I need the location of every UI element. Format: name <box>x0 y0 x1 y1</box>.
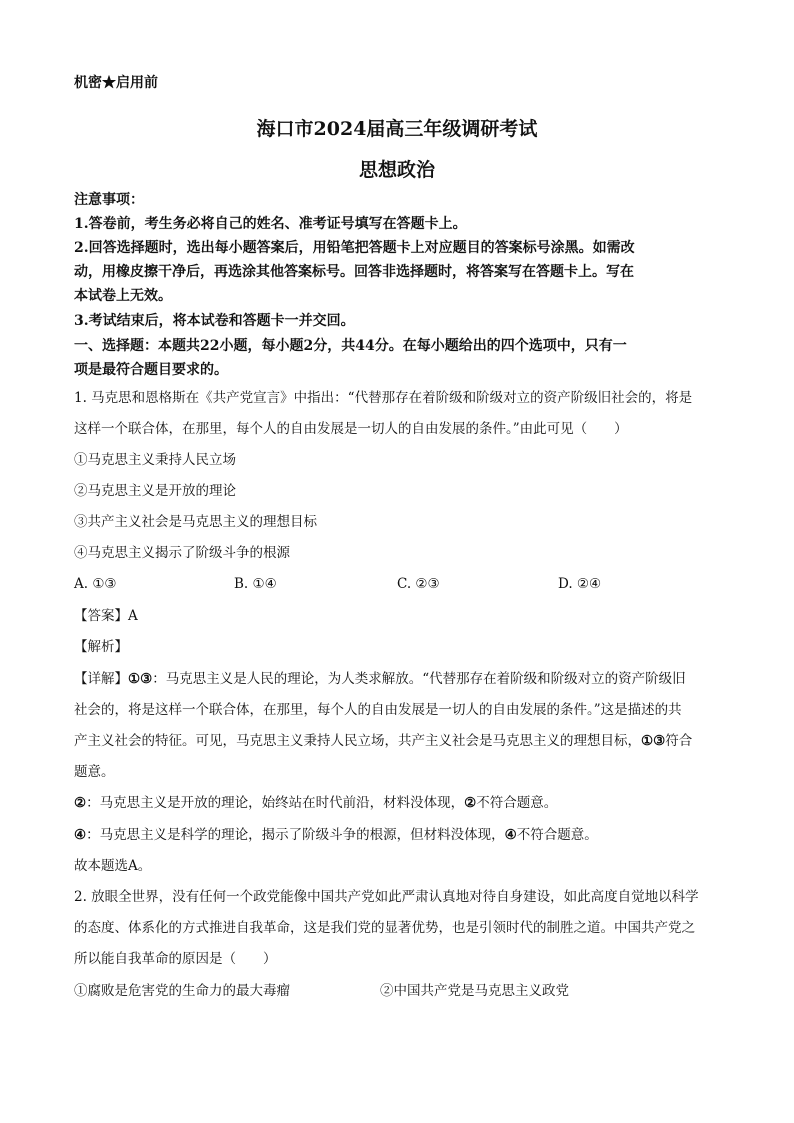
option-a: A. ①③ <box>74 576 117 592</box>
option-marker: ①③ <box>641 733 666 749</box>
option-marker: ④ <box>74 827 87 843</box>
question-stem: 这样一个联合体，在那里，每个人的自由发展是一切人的自由发展的条件。”由此可见（ ） <box>74 421 628 437</box>
question-stem: 所以能自我革命的原因是（ ） <box>74 951 277 967</box>
detail-label: 【详解】 <box>74 671 128 687</box>
detail-text: 不符合题意。 <box>516 827 598 843</box>
question-stem: 1. 马克思和恩格斯在《共产党宣言》中指出：“代替那存在着阶级和阶级对立的资产阶级旧社会的，将是 <box>74 390 693 406</box>
secret-label: 机密★启用前 <box>74 75 158 91</box>
detail-line: 题意。 <box>74 764 115 780</box>
detail-text: ：马克思主义是开放的理论，始终站在时代前沿，材料没体现， <box>86 795 465 811</box>
section-heading: 一、选择题：本题共22小题，每小题2分，共44分。在每小题给出的四个选项中，只有一 <box>74 338 627 354</box>
statement-item: ④马克思主义揭示了阶级斗争的根源 <box>74 545 290 561</box>
statement-item: ①腐败是危害党的生命力的最大毒瘤 <box>74 983 290 999</box>
option-marker: ④ <box>504 827 517 843</box>
section-heading-cont: 项是最符合题目要求的。 <box>74 362 228 378</box>
question-stem: 2. 放眼全世界，没有任何一个政党能像中国共产党如此严肃认真地对待自身建设，如此高度自觉地以科学 <box>74 889 699 905</box>
notice-item: 2.回答选择题时，选出每小题答案后，用铅笔把答题卡上对应题目的答案标号涂黑。如需改 <box>74 240 635 256</box>
statement-item: ②中国共产党是马克思主义政党 <box>380 983 569 999</box>
exam-title: 海口市2024届高三年级调研考试 <box>256 118 538 140</box>
detail-text: 符合 <box>665 733 693 749</box>
notice-item: 动，用橡皮擦干净后，再选涂其他答案标号。回答非选择题时，将答案写在答题卡上。写在 <box>74 264 634 280</box>
detail-line <box>74 788 557 819</box>
option-d: D. ②④ <box>558 576 602 592</box>
option-c: C. ②③ <box>397 576 440 592</box>
detail-text: 产主义社会的特征。可见，马克思主义秉持人民立场，共产主义社会是马克思主义的理想目标， <box>74 733 641 749</box>
detail-line: 社会的，将是这样一个联合体，在那里，每个人的自由发展是一切人的自由发展的条件。”这是描述的共 <box>74 702 682 718</box>
conclusion-line: 故本题选A。 <box>74 858 152 874</box>
option-marker: ①③ <box>128 671 153 687</box>
option-marker: ② <box>464 795 477 811</box>
detail-text: 不符合题意。 <box>476 795 558 811</box>
statement-item: ③共产主义社会是马克思主义的理想目标 <box>74 514 317 530</box>
detail-line <box>74 726 692 757</box>
statement-item: ②马克思主义是开放的理论 <box>74 483 236 499</box>
option-b: B. ①④ <box>234 576 277 592</box>
subject-title: 思想政治 <box>358 159 435 181</box>
notice-item: 3.考试结束后，将本试卷和答题卡一并交回。 <box>74 313 355 329</box>
detail-line <box>74 820 598 851</box>
answer-label: 【答案】A <box>74 608 138 624</box>
analysis-label: 【解析】 <box>74 639 128 655</box>
option-marker: ② <box>74 795 87 811</box>
statement-item: ①马克思主义秉持人民立场 <box>74 452 236 468</box>
detail-line <box>74 664 686 695</box>
notice-heading: 注意事项： <box>74 192 144 208</box>
detail-text: ：马克思主义是科学的理论，揭示了阶级斗争的根源，但材料没体现， <box>86 827 505 843</box>
notice-item: 本试卷上无效。 <box>74 288 172 304</box>
detail-text: ：马克思主义是人民的理论，为人类求解放。“代替那存在着阶级和阶级对立的资产阶级旧 <box>152 671 686 687</box>
notice-item: 1.答卷前，考生务必将自己的姓名、准考证号填写在答题卡上。 <box>74 216 467 232</box>
question-stem: 的态度、体系化的方式推进自我革命，这是我们党的显著优势，也是引领时代的制胜之道。中国共产党之 <box>74 920 695 936</box>
